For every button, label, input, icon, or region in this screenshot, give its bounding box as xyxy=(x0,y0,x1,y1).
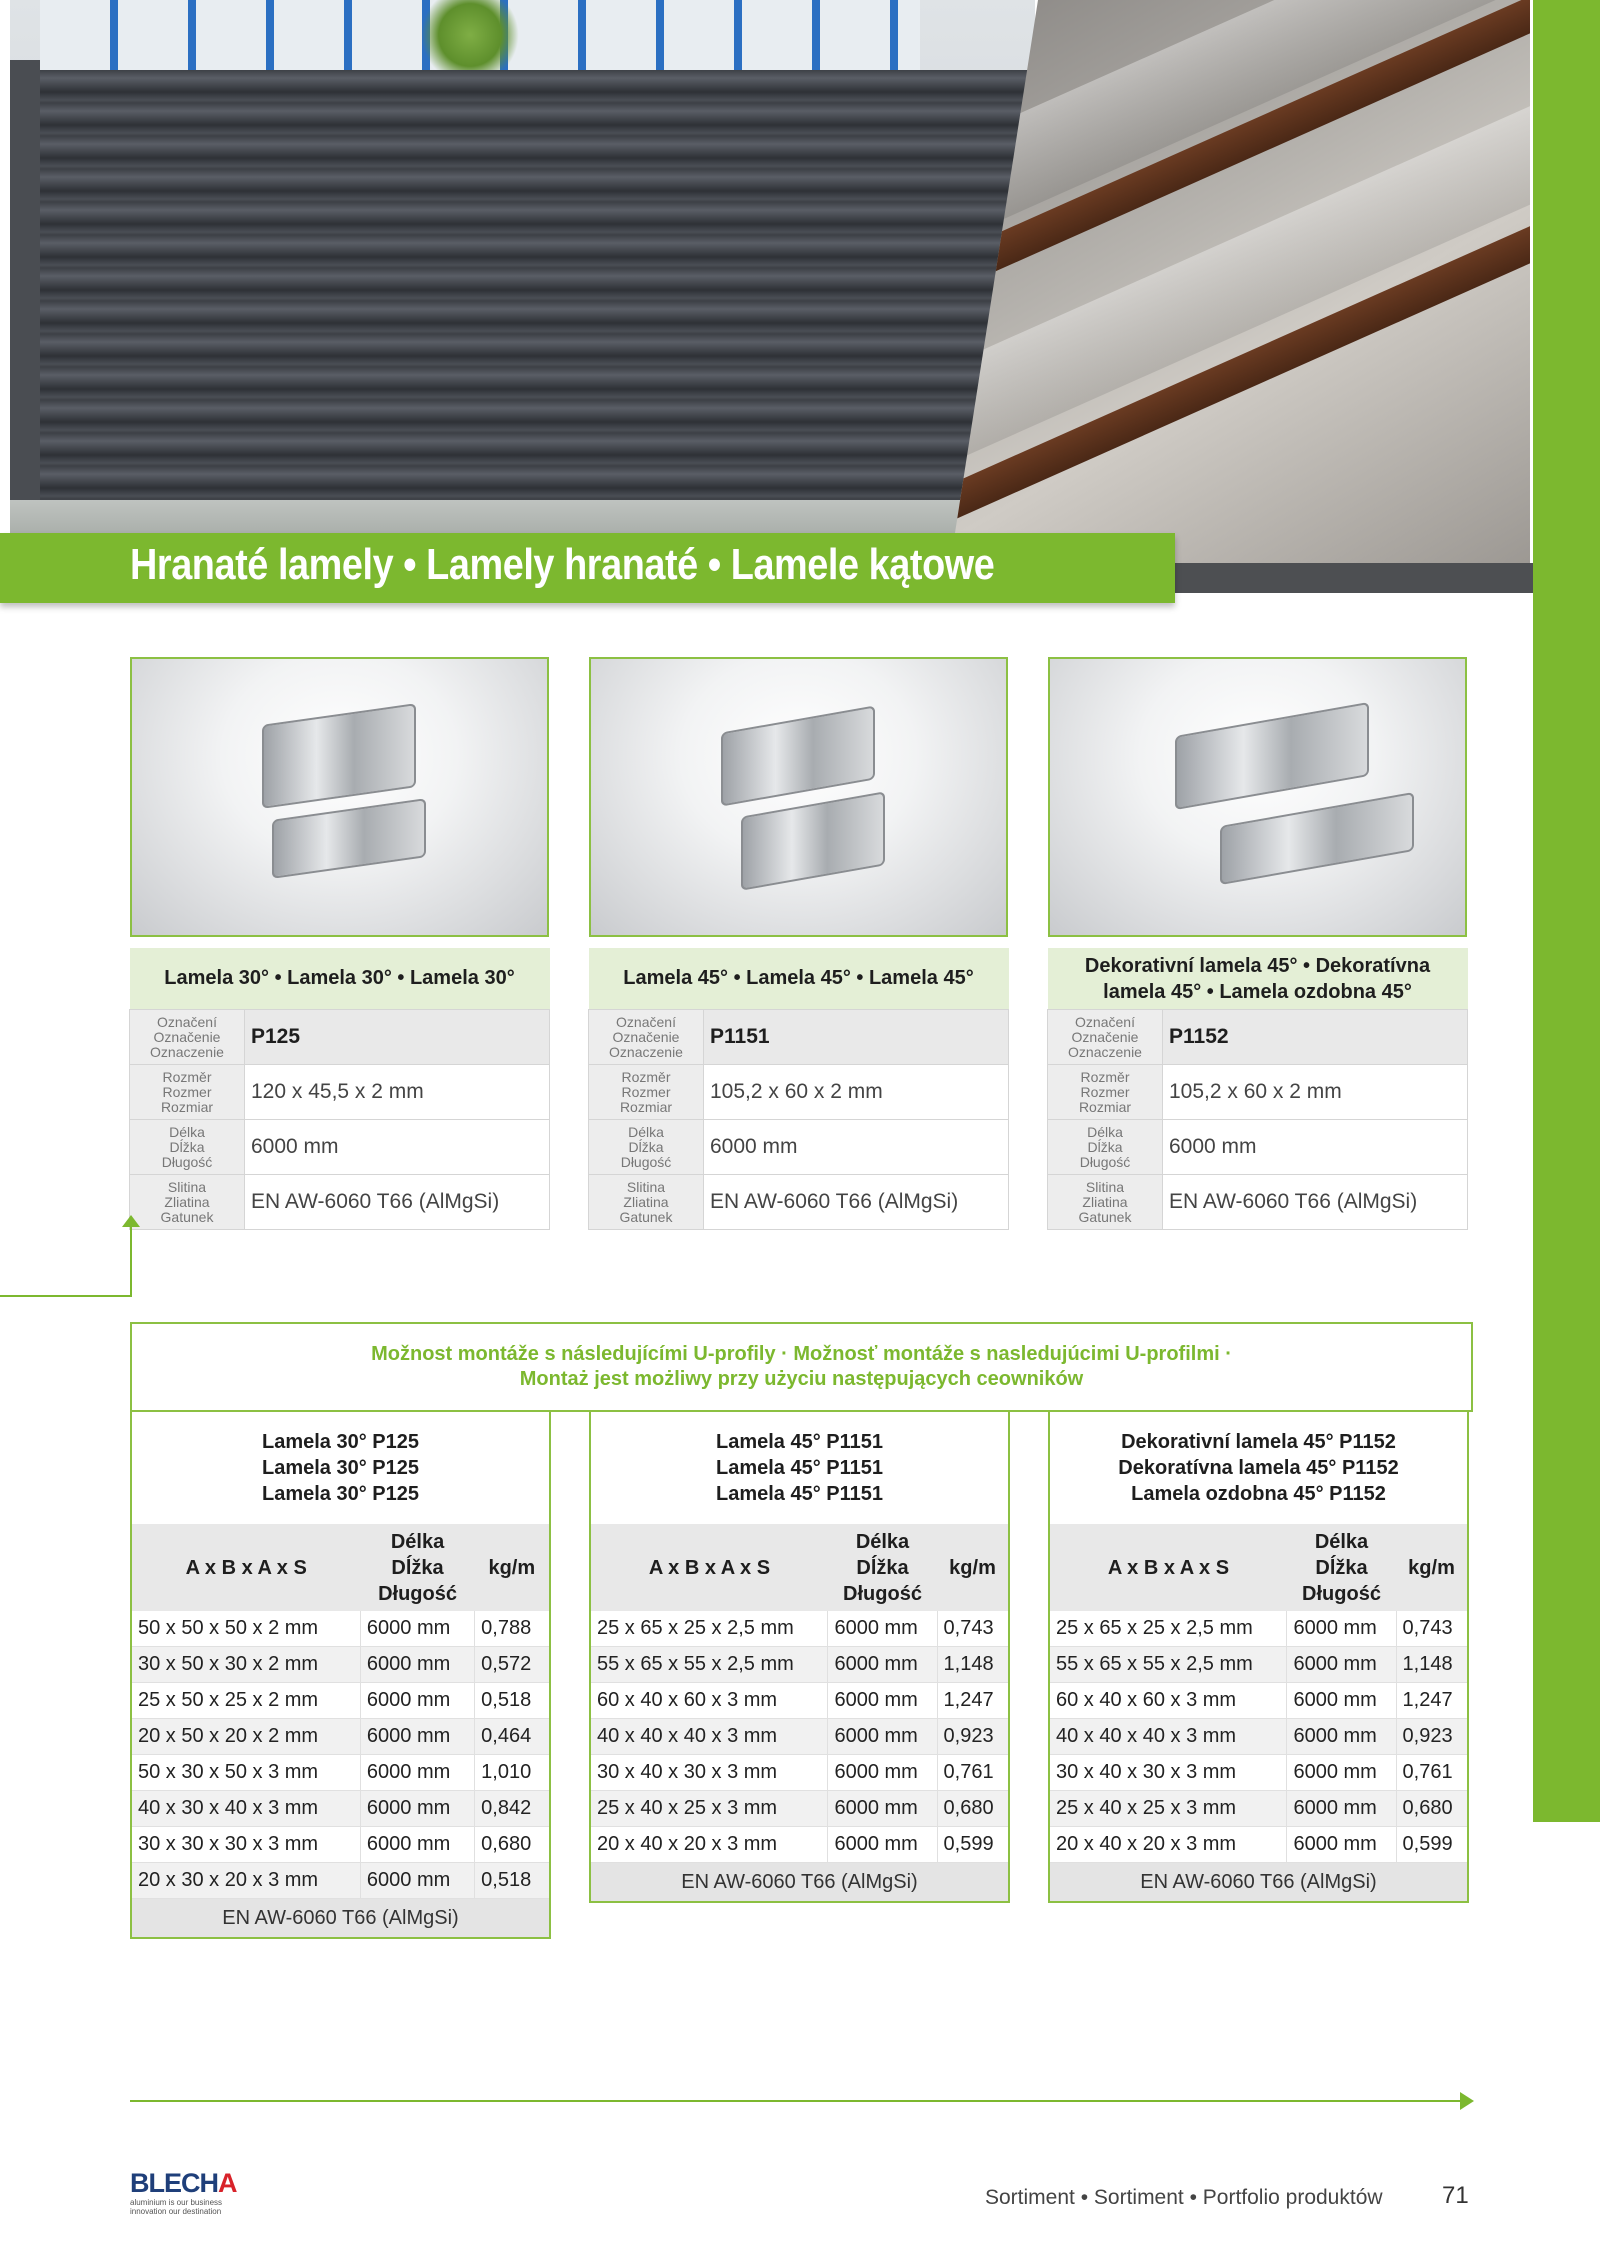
profile-upper xyxy=(262,703,416,809)
footer-section-name: Sortiment • Sortiment • Portfolio produktów xyxy=(985,2186,1383,2209)
cell-length: 6000 mm xyxy=(828,1755,937,1791)
cell-weight: 0,518 xyxy=(475,1683,550,1719)
cell-length: 6000 mm xyxy=(1287,1647,1396,1683)
col-dims: A x B x A x S xyxy=(131,1524,360,1611)
table-row xyxy=(131,1683,550,1719)
cell-length: 6000 mm xyxy=(1287,1827,1396,1863)
cell-dims: 25 x 50 x 25 x 2 mm xyxy=(131,1683,360,1719)
cell-weight: 0,464 xyxy=(475,1719,550,1755)
table-row xyxy=(1049,1827,1468,1863)
col-dims: A x B x A x S xyxy=(1049,1524,1287,1611)
table-row xyxy=(1049,1683,1468,1719)
col-length: Délka Dĺžka Długość xyxy=(828,1524,937,1611)
brand-logo: BLECHA xyxy=(130,2168,237,2198)
cell-weight: 0,518 xyxy=(475,1863,550,1899)
cell-length: 6000 mm xyxy=(1287,1755,1396,1791)
cell-dims: 20 x 50 x 20 x 2 mm xyxy=(131,1719,360,1755)
spec-value-alloy: EN AW-6060 T66 (AlMgSi) xyxy=(704,1175,1009,1230)
connector-line xyxy=(0,1225,132,1297)
cell-dims: 30 x 50 x 30 x 2 mm xyxy=(131,1647,360,1683)
cell-weight: 0,761 xyxy=(937,1755,1009,1791)
col-weight: kg/m xyxy=(937,1524,1009,1611)
cell-weight: 0,743 xyxy=(937,1611,1009,1647)
spec-label: Rozměr Rozmer Rozmiar xyxy=(589,1065,704,1120)
u-table-caption: Dekorativní lamela 45° P1152 Dekoratívna lamela 45° P1152 Lamela ozdobna 45° P1152 xyxy=(1118,1431,1399,1505)
cell-weight: 0,923 xyxy=(1396,1719,1468,1755)
spec-label: Slitina Zliatina Gatunek xyxy=(589,1175,704,1230)
spec-value-length: 6000 mm xyxy=(704,1120,1009,1175)
col-length: Délka Dĺžka Długość xyxy=(1287,1524,1396,1611)
spec-label: Označení Označenie Oznaczenie xyxy=(589,1010,704,1065)
hero-photo-louvre-facade xyxy=(10,0,1035,560)
cell-weight: 0,788 xyxy=(475,1611,550,1647)
cell-length: 6000 mm xyxy=(828,1791,937,1827)
cell-dims: 30 x 40 x 30 x 3 mm xyxy=(1049,1755,1287,1791)
col-weight: kg/m xyxy=(1396,1524,1468,1611)
profile-upper xyxy=(1175,702,1369,810)
page-title: Hranaté lamely • Lamely hranaté • Lamele kątowe xyxy=(130,540,995,589)
cell-weight: 0,761 xyxy=(1396,1755,1468,1791)
cell-length: 6000 mm xyxy=(360,1863,474,1899)
cell-weight: 0,680 xyxy=(937,1791,1009,1827)
spec-label: Slitina Zliatina Gatunek xyxy=(130,1175,245,1230)
u-table-caption: Lamela 45° P1151 Lamela 45° P1151 Lamela 45° P1151 xyxy=(715,1431,883,1505)
spec-table-p125 xyxy=(129,948,550,1230)
u-profile-table-p125 xyxy=(130,1412,551,1939)
cell-weight: 0,680 xyxy=(475,1827,550,1863)
cell-dims: 50 x 30 x 50 x 3 mm xyxy=(131,1755,360,1791)
arrow-right-icon xyxy=(1460,2092,1474,2110)
table-row xyxy=(590,1827,1009,1863)
assembly-title: Možnost montáže s následujícími U-profily · Možnosť montáže s nasledujúcimi U-profilmi · Montaż jest możliwy przy użyciu następujących ceowników xyxy=(371,1343,1232,1390)
table-row xyxy=(131,1827,550,1863)
cell-weight: 0,599 xyxy=(937,1827,1009,1863)
spec-value-size: 120 x 45,5 x 2 mm xyxy=(245,1065,550,1120)
cell-length: 6000 mm xyxy=(360,1683,474,1719)
table-row xyxy=(1049,1755,1468,1791)
cell-length: 6000 mm xyxy=(828,1611,937,1647)
profile-lower xyxy=(741,791,885,890)
spec-label: Rozměr Rozmer Rozmiar xyxy=(1048,1065,1163,1120)
cell-weight: 0,599 xyxy=(1396,1827,1468,1863)
table-row xyxy=(1049,1719,1468,1755)
spec-label: Rozměr Rozmer Rozmiar xyxy=(130,1065,245,1120)
cell-dims: 20 x 40 x 20 x 3 mm xyxy=(1049,1827,1287,1863)
profile-upper xyxy=(721,705,875,806)
cell-length: 6000 mm xyxy=(360,1611,474,1647)
cell-length: 6000 mm xyxy=(828,1647,937,1683)
table-row xyxy=(590,1647,1009,1683)
u-profile-table-p1152 xyxy=(1048,1412,1469,1903)
arrow-up-icon xyxy=(122,1215,140,1227)
spec-title: Lamela 45° • Lamela 45° • Lamela 45° xyxy=(589,948,1009,1010)
table-row xyxy=(1049,1791,1468,1827)
spec-value-size: 105,2 x 60 x 2 mm xyxy=(704,1065,1009,1120)
cell-length: 6000 mm xyxy=(360,1647,474,1683)
cell-dims: 50 x 50 x 50 x 2 mm xyxy=(131,1611,360,1647)
table-row xyxy=(131,1791,550,1827)
cell-length: 6000 mm xyxy=(828,1827,937,1863)
table-row xyxy=(1049,1611,1468,1647)
cell-weight: 1,247 xyxy=(937,1683,1009,1719)
cell-length: 6000 mm xyxy=(360,1719,474,1755)
spec-value-code: P1151 xyxy=(704,1010,1009,1065)
spec-label: Označení Označenie Oznaczenie xyxy=(1048,1010,1163,1065)
page-number: 71 xyxy=(1442,2182,1469,2209)
table-row xyxy=(131,1755,550,1791)
col-dims: A x B x A x S xyxy=(590,1524,828,1611)
table-row xyxy=(590,1611,1009,1647)
col-weight: kg/m xyxy=(475,1524,550,1611)
cell-dims: 25 x 40 x 25 x 3 mm xyxy=(1049,1791,1287,1827)
col-length: Délka Dĺžka Długość xyxy=(360,1524,474,1611)
cell-weight: 1,247 xyxy=(1396,1683,1468,1719)
table-row xyxy=(131,1863,550,1899)
side-accent-bar xyxy=(1533,0,1600,1822)
profile-lower xyxy=(272,798,426,879)
product-image-p1152 xyxy=(1048,657,1467,937)
cell-length: 6000 mm xyxy=(1287,1683,1396,1719)
cell-dims: 20 x 30 x 20 x 3 mm xyxy=(131,1863,360,1899)
spec-value-code: P125 xyxy=(245,1010,550,1065)
fence-post xyxy=(10,60,40,505)
spec-label: Slitina Zliatina Gatunek xyxy=(1048,1175,1163,1230)
cell-weight: 0,680 xyxy=(1396,1791,1468,1827)
cell-dims: 30 x 40 x 30 x 3 mm xyxy=(590,1755,828,1791)
table-row xyxy=(590,1683,1009,1719)
cell-length: 6000 mm xyxy=(1287,1791,1396,1827)
u-table-footer: EN AW-6060 T66 (AlMgSi) xyxy=(590,1863,1009,1903)
header-dark-band xyxy=(1160,563,1533,593)
cell-weight: 0,842 xyxy=(475,1791,550,1827)
louvre-slats xyxy=(10,70,1035,500)
cell-dims: 25 x 40 x 25 x 3 mm xyxy=(590,1791,828,1827)
footer-divider xyxy=(130,2100,1463,2102)
cell-dims: 25 x 65 x 25 x 2,5 mm xyxy=(1049,1611,1287,1647)
u-table-footer: EN AW-6060 T66 (AlMgSi) xyxy=(1049,1863,1468,1903)
spec-label: Délka Dĺžka Długość xyxy=(130,1120,245,1175)
product-image-p1151 xyxy=(589,657,1008,937)
cell-length: 6000 mm xyxy=(828,1683,937,1719)
cell-dims: 25 x 65 x 25 x 2,5 mm xyxy=(590,1611,828,1647)
cell-dims: 30 x 30 x 30 x 3 mm xyxy=(131,1827,360,1863)
cell-dims: 20 x 40 x 20 x 3 mm xyxy=(590,1827,828,1863)
cell-weight: 0,572 xyxy=(475,1647,550,1683)
spec-value-code: P1152 xyxy=(1163,1010,1468,1065)
table-row xyxy=(590,1755,1009,1791)
cell-weight: 1,010 xyxy=(475,1755,550,1791)
product-image-p125 xyxy=(130,657,549,937)
hero-photo-lamella-closeup xyxy=(950,0,1530,565)
table-row xyxy=(131,1719,550,1755)
u-table-caption: Lamela 30° P125 Lamela 30° P125 Lamela 30° P125 xyxy=(262,1431,419,1505)
cell-dims: 40 x 30 x 40 x 3 mm xyxy=(131,1791,360,1827)
cell-weight: 1,148 xyxy=(1396,1647,1468,1683)
spec-value-size: 105,2 x 60 x 2 mm xyxy=(1163,1065,1468,1120)
u-table-footer: EN AW-6060 T66 (AlMgSi) xyxy=(131,1899,550,1939)
u-profile-table-p1151 xyxy=(589,1412,1010,1903)
cell-dims: 40 x 40 x 40 x 3 mm xyxy=(1049,1719,1287,1755)
spec-table-p1151 xyxy=(588,948,1009,1230)
spec-title: Lamela 30° • Lamela 30° • Lamela 30° xyxy=(130,948,550,1010)
profile-lower xyxy=(1220,792,1414,885)
cell-dims: 40 x 40 x 40 x 3 mm xyxy=(590,1719,828,1755)
table-row xyxy=(590,1791,1009,1827)
cell-length: 6000 mm xyxy=(360,1827,474,1863)
spec-value-alloy: EN AW-6060 T66 (AlMgSi) xyxy=(245,1175,550,1230)
cell-weight: 1,148 xyxy=(937,1647,1009,1683)
cell-length: 6000 mm xyxy=(360,1755,474,1791)
spec-value-length: 6000 mm xyxy=(245,1120,550,1175)
cell-length: 6000 mm xyxy=(360,1791,474,1827)
cell-dims: 60 x 40 x 60 x 3 mm xyxy=(1049,1683,1287,1719)
tree-foliage xyxy=(410,0,530,70)
cell-dims: 60 x 40 x 60 x 3 mm xyxy=(590,1683,828,1719)
brand-tagline: aluminium is our business innovation our destination xyxy=(130,2198,223,2216)
table-row xyxy=(131,1647,550,1683)
cell-length: 6000 mm xyxy=(1287,1719,1396,1755)
spec-label: Délka Dĺžka Długość xyxy=(589,1120,704,1175)
spec-label: Označení Označenie Oznaczenie xyxy=(130,1010,245,1065)
cell-weight: 0,743 xyxy=(1396,1611,1468,1647)
table-row xyxy=(131,1611,550,1647)
spec-table-p1152 xyxy=(1047,948,1468,1230)
spec-title: Dekorativní lamela 45° • Dekoratívna lamela 45° • Lamela ozdobna 45° xyxy=(1048,948,1468,1010)
table-row xyxy=(590,1719,1009,1755)
spec-value-alloy: EN AW-6060 T66 (AlMgSi) xyxy=(1163,1175,1468,1230)
cell-length: 6000 mm xyxy=(828,1719,937,1755)
spec-value-length: 6000 mm xyxy=(1163,1120,1468,1175)
cell-weight: 0,923 xyxy=(937,1719,1009,1755)
cell-length: 6000 mm xyxy=(1287,1611,1396,1647)
cell-dims: 55 x 65 x 55 x 2,5 mm xyxy=(590,1647,828,1683)
spec-label: Délka Dĺžka Długość xyxy=(1048,1120,1163,1175)
table-row xyxy=(1049,1647,1468,1683)
cell-dims: 55 x 65 x 55 x 2,5 mm xyxy=(1049,1647,1287,1683)
